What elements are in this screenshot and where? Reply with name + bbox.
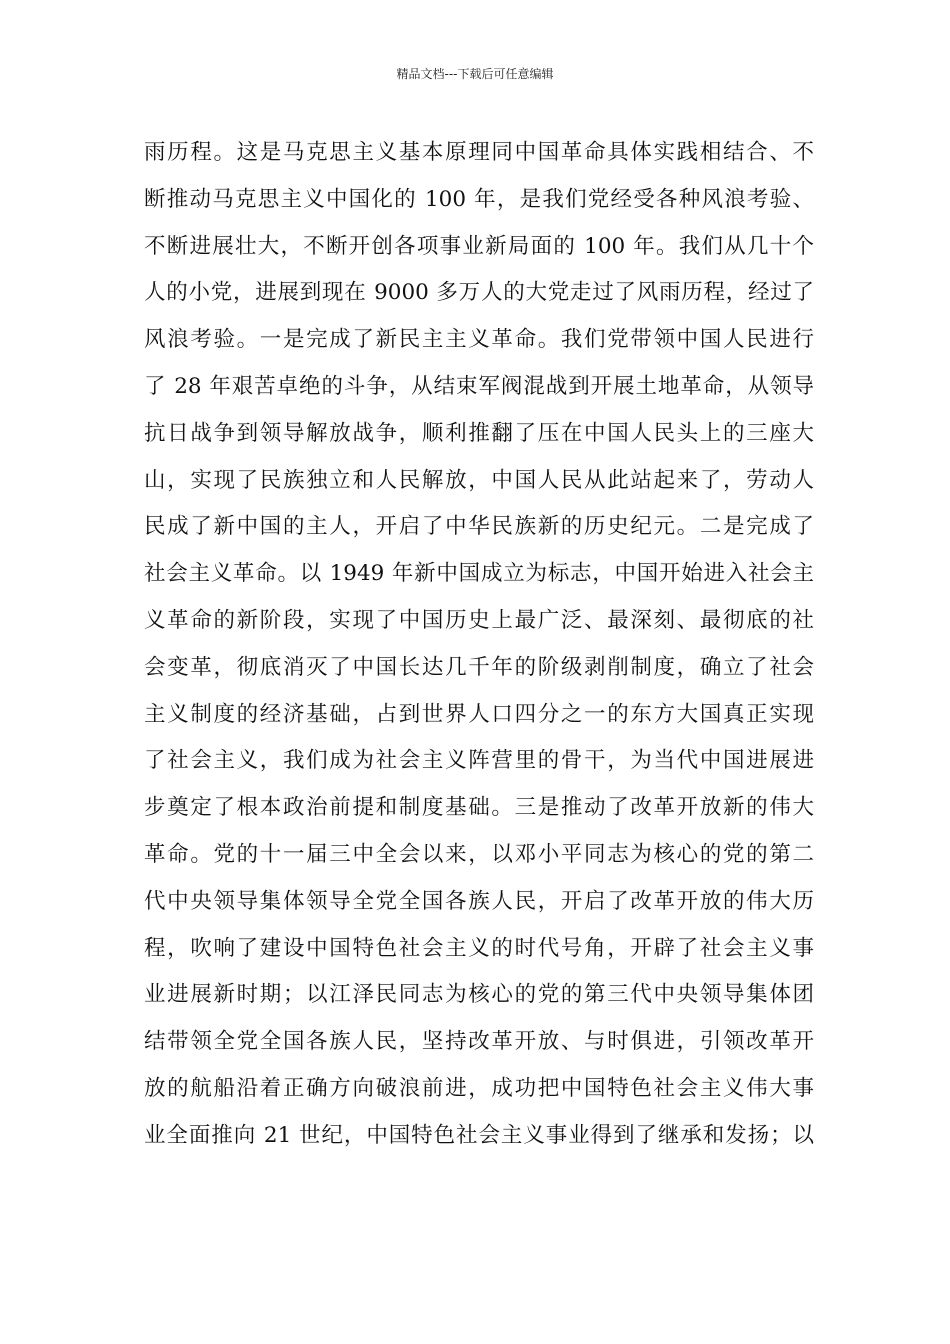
text-line: 义革命的新阶段，实现了中国历史上最广泛、最深刻、最彻底的社 (144, 607, 814, 633)
page-header: 精品文档---下载后可任意编辑 (396, 67, 554, 81)
text-line: 不断进展壮大，不断开创各项事业新局面的 100 年。我们从几十个 (144, 233, 814, 259)
text-line: 代中央领导集体领导全党全国各族人民，开启了改革开放的伟大历 (144, 888, 814, 914)
body-paragraph (144, 130, 814, 1160)
text-line: 断推动马克思主义中国化的 100 年，是我们党经受各种风浪考验、 (144, 186, 814, 212)
text-line: 程，吹响了建设中国特色社会主义的时代号角，开辟了社会主义事 (144, 935, 814, 961)
text-line: 放的航船沿着正确方向破浪前进，成功把中国特色社会主义伟大事 (144, 1075, 814, 1101)
text-line: 步奠定了根本政治前提和制度基础。三是推动了改革开放新的伟大 (144, 795, 814, 821)
text-line: 社会主义革命。以 1949 年新中国成立为标志，中国开始进入社会主 (144, 561, 814, 587)
text-line: 抗日战争到领导解放战争，顺利推翻了压在中国人民头上的三座大 (144, 420, 814, 446)
text-line: 了 28 年艰苦卓绝的斗争，从结束军阀混战到开展土地革命，从领导 (144, 373, 814, 399)
text-line: 革命。党的十一届三中全会以来，以邓小平同志为核心的党的第二 (144, 841, 814, 867)
text-line: 业全面推向 21 世纪，中国特色社会主义事业得到了继承和发扬；以 (144, 1122, 814, 1148)
text-line: 会变革，彻底消灭了中国长达几千年的阶级剥削制度，确立了社会 (144, 654, 814, 680)
text-line: 了社会主义，我们成为社会主义阵营里的骨干，为当代中国进展进 (144, 748, 814, 774)
text-line: 民成了新中国的主人，开启了中华民族新的历史纪元。二是完成了 (144, 514, 814, 540)
text-line: 人的小党，进展到现在 9000 多万人的大党走过了风雨历程，经过了 (144, 280, 814, 306)
text-line: 主义制度的经济基础，占到世界人口四分之一的东方大国真正实现 (144, 701, 814, 727)
text-line: 业进展新时期；以江泽民同志为核心的党的第三代中央领导集体团 (144, 982, 814, 1008)
text-line: 结带领全党全国各族人民，坚持改革开放、与时俱进，引领改革开 (144, 1029, 814, 1055)
text-line: 山，实现了民族独立和人民解放，中国人民从此站起来了，劳动人 (144, 467, 814, 493)
text-line: 风浪考验。一是完成了新民主主义革命。我们党带领中国人民进行 (144, 327, 814, 353)
text-line: 雨历程。这是马克思主义基本原理同中国革命具体实践相结合、不 (144, 140, 814, 165)
